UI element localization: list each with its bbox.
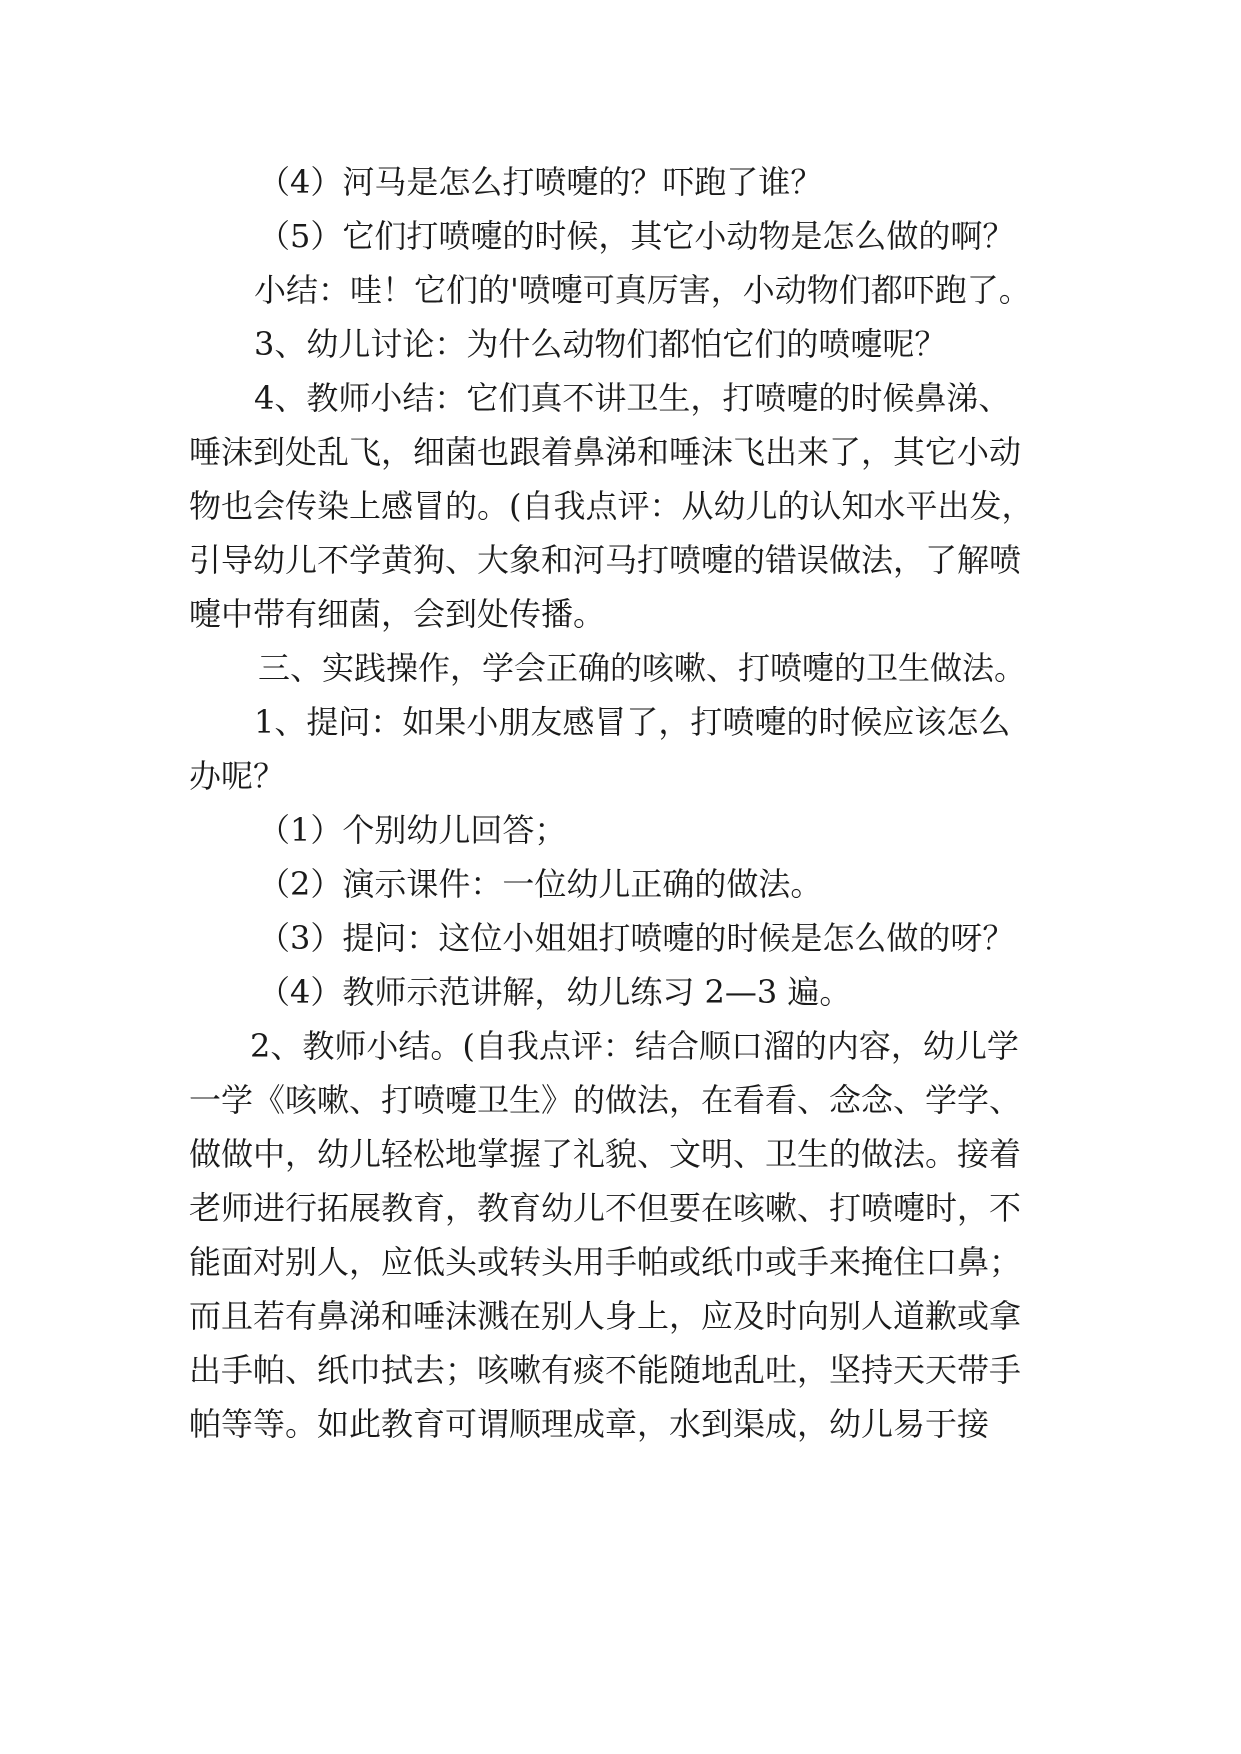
text-line: 3、幼儿讨论：为什么动物们都怕它们的喷嚏呢？ bbox=[254, 325, 947, 363]
text-line: （2）演示课件：一位幼儿正确的做法。 bbox=[258, 865, 823, 903]
text-line: 唾沫到处乱飞，细菌也跟着鼻涕和唾沫飞出来了，其它小动 bbox=[189, 433, 1022, 471]
text-line: 2、教师小结。(自我点评：结合顺口溜的内容，幼儿学 bbox=[250, 1027, 1019, 1065]
text-line: 而且若有鼻涕和唾沫溅在别人身上，应及时向别人道歉或拿 bbox=[189, 1297, 1022, 1335]
text-line: 嚏中带有细菌，会到处传播。 bbox=[189, 595, 606, 633]
text-line: 1、提问：如果小朋友感冒了，打喷嚏的时候应该怎么 bbox=[254, 703, 1011, 741]
text-line: （3）提问：这位小姐姐打喷嚏的时候是怎么做的呀？ bbox=[258, 919, 1015, 957]
text-line: 能面对别人，应低头或转头用手帕或纸巾或手来掩住口鼻； bbox=[189, 1243, 1022, 1281]
text-line: 老师进行拓展教育，教育幼儿不但要在咳嗽、打喷嚏时，不 bbox=[189, 1189, 1022, 1227]
text-line: 引导幼儿不学黄狗、大象和河马打喷嚏的错误做法，了解喷 bbox=[189, 541, 1022, 579]
text-line: 一学《咳嗽、打喷嚏卫生》的做法，在看看、念念、学学、 bbox=[189, 1081, 1022, 1119]
text-line: 小结：哇！它们的'喷嚏可真厉害，小动物们都吓跑了。 bbox=[254, 271, 1031, 309]
text-line: （5）它们打喷嚏的时候，其它小动物是怎么做的啊？ bbox=[258, 217, 1015, 255]
text-line: 做做中，幼儿轻松地掌握了礼貌、文明、卫生的做法。接着 bbox=[189, 1135, 1022, 1173]
text-line: 出手帕、纸巾拭去；咳嗽有痰不能随地乱吐，坚持天天带手 bbox=[189, 1351, 1022, 1389]
text-line: 物也会传染上感冒的。(自我点评：从幼儿的认知水平出发， bbox=[189, 487, 1034, 525]
text-line: （4）教师示范讲解，幼儿练习 2—3 遍。 bbox=[258, 973, 852, 1011]
section-heading: 三、实践操作，学会正确的咳嗽、打喷嚏的卫生做法。 bbox=[258, 649, 1027, 687]
text-line: 办呢？ bbox=[189, 757, 286, 795]
text-line: （4）河马是怎么打喷嚏的？吓跑了谁？ bbox=[258, 163, 823, 201]
text-line: （1）个别幼儿回答； bbox=[258, 811, 567, 849]
text-line: 帕等等。如此教育可谓顺理成章，水到渠成，幼儿易于接 bbox=[189, 1405, 990, 1443]
text-line: 4、教师小结：它们真不讲卫生，打喷嚏的时候鼻涕、 bbox=[254, 379, 1011, 417]
